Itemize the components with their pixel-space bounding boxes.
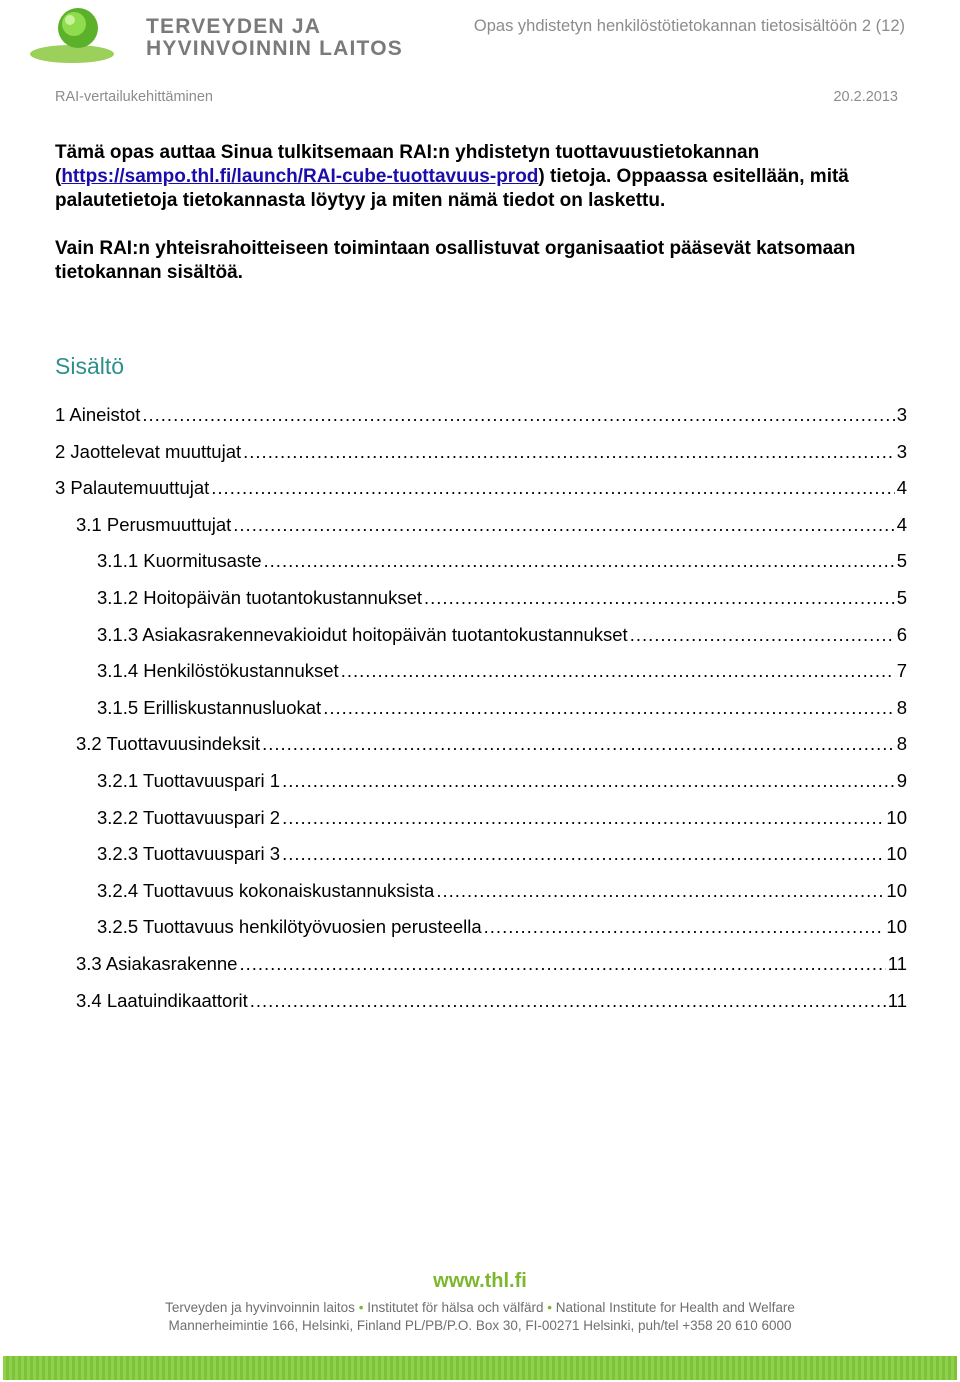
footer-name-fi: Terveyden ja hyvinvoinnin laitos bbox=[165, 1300, 355, 1315]
toc-entry[interactable] bbox=[55, 587, 907, 624]
toc-entry-title: 3.4 Laatuindikaattorit bbox=[76, 989, 248, 1011]
toc-dot-leader bbox=[484, 916, 885, 938]
intro-text-before-link: Tämä opas auttaa Sinua tulkitsemaan RAI:n yhdistetyn tuottavuustietokannan ( bbox=[55, 142, 760, 187]
toc-entry-title: 3.2.3 Tuottavuuspari 3 bbox=[97, 843, 281, 865]
toc-entry[interactable] bbox=[55, 880, 907, 917]
toc-entry[interactable] bbox=[55, 477, 907, 514]
toc-entry-page: 11 bbox=[887, 952, 907, 974]
toc-entry-title: 3.1.2 Hoitopäivän tuotantokustannukset bbox=[97, 586, 423, 608]
toc-entry[interactable] bbox=[55, 770, 907, 807]
footer-website[interactable]: www.thl.fi bbox=[433, 1270, 527, 1292]
thl-leaf-logo-icon bbox=[28, 4, 118, 68]
document-header-subtitle: RAI-vertailukehittäminen bbox=[55, 89, 213, 105]
footer-name-en: National Institute for Health and Welfare bbox=[555, 1300, 795, 1315]
toc-entry[interactable] bbox=[55, 404, 907, 441]
toc-entry[interactable] bbox=[55, 990, 907, 1027]
toc-entry[interactable] bbox=[55, 807, 907, 844]
toc-entry-page: 11 bbox=[887, 989, 907, 1011]
org-name-line2: HYVINVOINNIN LAITOS bbox=[146, 37, 403, 60]
toc-entry[interactable] bbox=[55, 441, 907, 478]
table-of-contents bbox=[55, 404, 907, 1026]
toc-title: Sisältö bbox=[55, 353, 125, 379]
toc-dot-leader bbox=[243, 441, 895, 463]
toc-entry[interactable] bbox=[55, 550, 907, 587]
toc-entry-title: 3.2.4 Tuottavuus kokonaiskustannuksista bbox=[97, 879, 435, 901]
toc-dot-leader bbox=[282, 770, 895, 792]
intro-section bbox=[55, 141, 905, 285]
toc-entry-page: 6 bbox=[896, 623, 907, 645]
toc-dot-leader bbox=[262, 733, 895, 755]
toc-dot-leader bbox=[233, 514, 894, 536]
toc-entry-page: 10 bbox=[886, 879, 907, 901]
footer-green-bar bbox=[3, 1356, 957, 1380]
toc-dot-leader bbox=[282, 843, 884, 865]
toc-entry-page: 4 bbox=[896, 513, 907, 535]
footer-organization-names bbox=[0, 1300, 960, 1315]
toc-dot-leader bbox=[250, 990, 886, 1012]
toc-entry[interactable] bbox=[55, 843, 907, 880]
toc-entry-title: 3.3 Asiakasrakenne bbox=[76, 952, 238, 974]
toc-dot-leader bbox=[341, 660, 895, 682]
toc-entry-title: 3 Palautemuuttujat bbox=[55, 477, 210, 499]
document-header-title: Opas yhdistetyn henkilöstötietokannan tietosisältöön 2 (12) bbox=[473, 17, 905, 35]
toc-entry-page: 8 bbox=[896, 696, 907, 718]
toc-entry-page: 8 bbox=[896, 733, 907, 755]
toc-dot-leader bbox=[239, 953, 885, 975]
toc-entry[interactable] bbox=[55, 697, 907, 734]
toc-dot-leader bbox=[630, 624, 895, 646]
toc-entry-page: 10 bbox=[886, 916, 907, 938]
toc-entry-page: 9 bbox=[896, 769, 907, 791]
toc-entry[interactable] bbox=[55, 916, 907, 953]
intro-paragraph-1 bbox=[55, 141, 905, 213]
toc-entry-page: 10 bbox=[886, 843, 907, 865]
toc-dot-leader bbox=[211, 477, 894, 499]
database-link[interactable]: https://sampo.thl.fi/launch/RAI-cube-tuottavuus-prod bbox=[61, 166, 539, 187]
intro-paragraph-2: Vain RAI:n yhteisrahoitteiseen toimintaan osallistuvat organisaatiot pääsevät katsomaan tietokannan sisältöä. bbox=[55, 238, 856, 283]
toc-entry-title: 1 Aineistot bbox=[55, 404, 141, 425]
toc-entry-title: 3.2.5 Tuottavuus henkilötyövuosien perusteella bbox=[97, 916, 482, 938]
footer-address: Mannerheimintie 166, Helsinki, Finland PL/PB/P.O. Box 30, FI-00271 Helsinki, puh/tel +358 20 610 6000 bbox=[168, 1318, 792, 1333]
toc-entry-page: 3 bbox=[896, 440, 907, 462]
toc-entry[interactable] bbox=[55, 514, 907, 551]
toc-entry-title: 3.1.1 Kuormitusaste bbox=[97, 550, 262, 572]
document-date: 20.2.2013 bbox=[833, 89, 898, 105]
org-name-line1: TERVEYDEN JA bbox=[146, 15, 322, 38]
toc-entry[interactable] bbox=[55, 953, 907, 990]
toc-entry[interactable] bbox=[55, 624, 907, 661]
toc-dot-leader bbox=[436, 880, 884, 902]
toc-entry-page: 3 bbox=[896, 404, 907, 425]
toc-entry-page: 7 bbox=[896, 660, 907, 682]
intro-text-after-link: ) tietoja. Oppaassa esitellään, mitä palautetietoja tietokannasta löytyy ja miten nämä tiedot on laskettu. bbox=[55, 166, 849, 211]
toc-dot-leader bbox=[282, 807, 884, 829]
toc-dot-leader bbox=[142, 404, 894, 426]
footer-separator: • bbox=[358, 1300, 364, 1315]
toc-entry-title: 3.2 Tuottavuusindeksit bbox=[76, 733, 261, 755]
toc-entry-title: 3.2.2 Tuottavuuspari 2 bbox=[97, 806, 281, 828]
toc-entry-title: 2 Jaottelevat muuttujat bbox=[55, 440, 242, 462]
footer-name-sv: Institutet för hälsa och välfärd bbox=[367, 1300, 544, 1315]
organization-name bbox=[146, 16, 403, 60]
toc-entry-title: 3.1 Perusmuuttujat bbox=[76, 513, 232, 535]
toc-dot-leader bbox=[264, 550, 895, 572]
toc-entry[interactable] bbox=[55, 660, 907, 697]
toc-dot-leader bbox=[424, 587, 895, 609]
toc-dot-leader bbox=[323, 697, 895, 719]
toc-entry-page: 4 bbox=[896, 477, 907, 499]
thl-logo bbox=[28, 4, 403, 68]
toc-entry-page: 5 bbox=[896, 586, 907, 608]
toc-entry-title: 3.1.4 Henkilöstökustannukset bbox=[97, 660, 339, 682]
toc-entry-title: 3.2.1 Tuottavuuspari 1 bbox=[97, 769, 281, 791]
toc-entry-title: 3.1.3 Asiakasrakennevakioidut hoitopäivän tuotantokustannukset bbox=[97, 623, 628, 645]
toc-entry-page: 5 bbox=[896, 550, 907, 572]
toc-entry-title: 3.1.5 Erilliskustannusluokat bbox=[97, 696, 322, 718]
toc-entry[interactable] bbox=[55, 733, 907, 770]
toc-entry-page: 10 bbox=[886, 806, 907, 828]
footer-separator: • bbox=[547, 1300, 553, 1315]
